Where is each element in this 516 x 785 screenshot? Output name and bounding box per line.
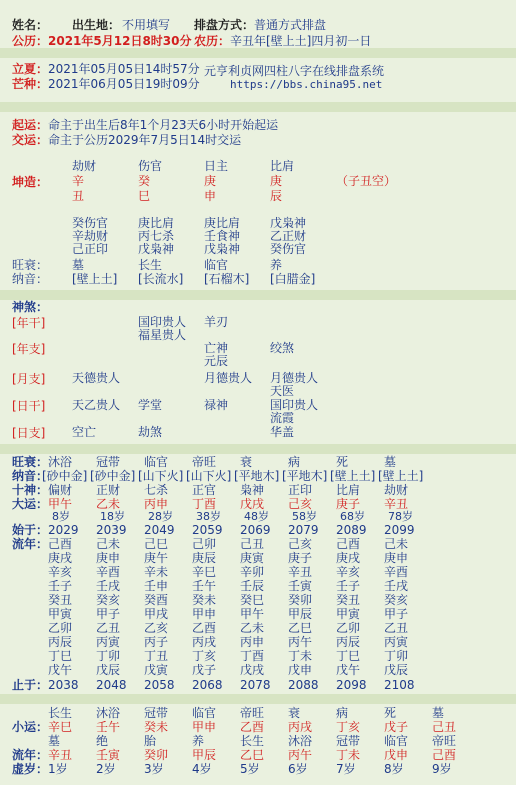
dayun-wangshuai: 冠带 bbox=[96, 455, 121, 469]
xiaoyun-wangshuai: 冠带 bbox=[144, 706, 169, 720]
xiaoyun-wangshuai2: 绝 bbox=[96, 734, 109, 748]
xiaoyun-liunian: 壬寅 bbox=[96, 748, 121, 762]
liunian-cell: 丙寅 bbox=[384, 635, 409, 649]
liunian-cell: 庚午 bbox=[144, 551, 169, 565]
liunian-cell: 癸酉 bbox=[144, 593, 169, 607]
pillar-canggan: 戊枭神 bbox=[204, 242, 241, 256]
qiyun-text: 命主于出生后8年1个月23天6小时开始起运 bbox=[48, 118, 279, 132]
liunian-cell: 丙戌 bbox=[192, 635, 217, 649]
xiaoyun-ganzhi: 丙戌 bbox=[288, 720, 313, 734]
dayun-start-year: 2059 bbox=[192, 523, 223, 537]
pillar-shishen: 劫财 bbox=[72, 159, 97, 173]
liunian-cell: 庚戌 bbox=[336, 551, 361, 565]
pillar-gan: 辛 bbox=[72, 174, 85, 188]
shensha-item: 禄神 bbox=[204, 398, 229, 412]
xusui: 3岁 bbox=[144, 762, 164, 776]
liunian-cell: 壬戌 bbox=[384, 579, 409, 593]
dayun-shishen: 正官 bbox=[192, 483, 217, 497]
pillar-wangshuai: 临官 bbox=[204, 258, 229, 272]
xiaoyun-liunian: 己酉 bbox=[432, 748, 457, 762]
liunian-cell: 辛酉 bbox=[384, 565, 409, 579]
dayun-nayin: [壁上土] bbox=[378, 469, 424, 483]
liunian-cell: 壬寅 bbox=[288, 579, 313, 593]
pillar-canggan: 己正印 bbox=[72, 242, 109, 256]
section-band bbox=[0, 102, 516, 112]
liunian-cell: 癸巳 bbox=[240, 593, 265, 607]
dayun-shishen: 枭神 bbox=[240, 483, 265, 497]
dayun-start-year: 2069 bbox=[240, 523, 271, 537]
dayun-start-year: 2029 bbox=[48, 523, 79, 537]
name-label: 姓名： bbox=[12, 18, 49, 32]
dayun-end-year: 2098 bbox=[336, 678, 367, 692]
shensha-item: 天德贵人 bbox=[72, 371, 121, 385]
xiaoyun-wangshuai: 沐浴 bbox=[96, 706, 121, 720]
liunian-cell: 戊辰 bbox=[96, 663, 121, 677]
pillar-canggan: 癸伤官 bbox=[72, 216, 109, 230]
dayun-ganzhi: 乙未 bbox=[96, 497, 121, 511]
liunian-cell: 辛卯 bbox=[240, 565, 265, 579]
liunian-cell: 丁丑 bbox=[144, 649, 169, 663]
xiaoyun-ganzhi: 己丑 bbox=[432, 720, 457, 734]
layout-value: 普通方式排盘 bbox=[254, 18, 327, 32]
pillar-shishen: 伤官 bbox=[138, 159, 163, 173]
pillar-wangshuai: 养 bbox=[270, 258, 283, 272]
liunian-cell: 己酉 bbox=[48, 537, 73, 551]
dayun-ganzhi: 庚子 bbox=[336, 497, 361, 511]
xiaoyun-liunian: 丙午 bbox=[288, 748, 313, 762]
liunian-cell: 己酉 bbox=[336, 537, 361, 551]
liunian-cell: 辛亥 bbox=[48, 565, 73, 579]
dayun-shishen-label: 十神： bbox=[12, 483, 49, 497]
dayun-end-year: 2088 bbox=[288, 678, 319, 692]
pillar-canggan: 辛劫财 bbox=[72, 229, 109, 243]
xiaoyun-liunian: 甲辰 bbox=[192, 748, 217, 762]
dayun-start-label: 始于： bbox=[12, 523, 49, 537]
dayun-nayin-label: 纳音： bbox=[12, 469, 49, 483]
liunian-cell: 丁卯 bbox=[384, 649, 409, 663]
mangzhong-value: 2021年06月05日19时09分 bbox=[48, 77, 200, 91]
dayun-shishen: 正印 bbox=[288, 483, 313, 497]
liunian-cell: 壬辰 bbox=[240, 579, 265, 593]
xusui-label: 虚岁： bbox=[12, 762, 49, 776]
shensha-item: 绞煞 bbox=[270, 341, 295, 355]
xiaoyun-liunian: 辛丑 bbox=[48, 748, 73, 762]
liunian-cell: 己未 bbox=[384, 537, 409, 551]
xusui: 6岁 bbox=[288, 762, 308, 776]
xiaoyun-wangshuai2: 墓 bbox=[48, 734, 61, 748]
xiaoyun-wangshuai2: 冠带 bbox=[336, 734, 361, 748]
shensha-row-label: [日支] bbox=[12, 426, 46, 440]
liunian-cell: 乙丑 bbox=[96, 621, 121, 635]
dayun-nayin: [砂中金] bbox=[42, 469, 88, 483]
pillar-canggan: 丙七杀 bbox=[138, 229, 175, 243]
shensha-item: 亡神 元辰 bbox=[204, 341, 229, 368]
section-band bbox=[0, 694, 516, 704]
liunian-cell: 癸卯 bbox=[288, 593, 313, 607]
xiaoyun-wangshuai2: 胎 bbox=[144, 734, 157, 748]
liunian-cell: 丙子 bbox=[144, 635, 169, 649]
xiaoyun-liunian: 乙巳 bbox=[240, 748, 265, 762]
dayun-nayin: [平地木] bbox=[282, 469, 328, 483]
liunian-cell: 甲戌 bbox=[144, 607, 169, 621]
xiaoyun-ganzhi: 丁亥 bbox=[336, 720, 361, 734]
xiaoyun-wangshuai2: 长生 bbox=[240, 734, 265, 748]
liunian-cell: 甲子 bbox=[96, 607, 121, 621]
solar-label: 公历： bbox=[12, 34, 49, 48]
liunian-cell: 癸未 bbox=[192, 593, 217, 607]
jiaoyun-text: 命主于公历2029年7月5日14时交运 bbox=[48, 133, 242, 147]
xiaoyun-wangshuai: 死 bbox=[384, 706, 397, 720]
liunian-cell: 甲申 bbox=[192, 607, 217, 621]
liunian-cell: 庚戌 bbox=[48, 551, 73, 565]
dayun-ganzhi: 甲午 bbox=[48, 497, 73, 511]
mangzhong-label: 芒种： bbox=[12, 77, 49, 91]
pillar-nayin: [长流水] bbox=[138, 272, 184, 286]
liunian-cell: 庚寅 bbox=[240, 551, 265, 565]
liunian-cell: 癸丑 bbox=[48, 593, 73, 607]
xiaoyun-wangshuai2: 沐浴 bbox=[288, 734, 313, 748]
wangshuai-label: 旺衰： bbox=[12, 258, 49, 272]
dayun-nayin: [平地木] bbox=[234, 469, 280, 483]
xiaoyun-wangshuai2: 帝旺 bbox=[432, 734, 457, 748]
jiaoyun-label: 交运： bbox=[12, 133, 49, 147]
dayun-nayin: [山下火] bbox=[138, 469, 184, 483]
liunian-cell: 丁亥 bbox=[192, 649, 217, 663]
solar-value: 2021年5月12日8时30分 bbox=[48, 34, 192, 48]
shensha-row-label: [年支] bbox=[12, 342, 46, 356]
liunian-cell: 乙卯 bbox=[48, 621, 73, 635]
xiaoyun-ganzhi: 戊子 bbox=[384, 720, 409, 734]
dayun-ganzhi: 己亥 bbox=[288, 497, 313, 511]
xiaoyun-ganzhi: 乙酉 bbox=[240, 720, 265, 734]
dayun-start-year: 2089 bbox=[336, 523, 367, 537]
dayun-wangshuai: 病 bbox=[288, 455, 301, 469]
dayun-wangshuai: 衰 bbox=[240, 455, 253, 469]
shensha-item: 天乙贵人 bbox=[72, 398, 121, 412]
liunian-cell: 甲寅 bbox=[336, 607, 361, 621]
dayun-end-year: 2038 bbox=[48, 678, 79, 692]
pillar-gan: 癸 bbox=[138, 174, 151, 188]
xiaoyun-ganzhi: 壬午 bbox=[96, 720, 121, 734]
xusui: 4岁 bbox=[192, 762, 212, 776]
liunian-cell: 壬午 bbox=[192, 579, 217, 593]
section-band bbox=[0, 444, 516, 454]
dayun-start-year: 2099 bbox=[384, 523, 415, 537]
xiaoyun-ganzhi: 辛巳 bbox=[48, 720, 73, 734]
dayun-start-year: 2039 bbox=[96, 523, 127, 537]
liunian-cell: 丙辰 bbox=[48, 635, 73, 649]
liunian-cell: 乙巳 bbox=[288, 621, 313, 635]
liunian-cell: 丁巳 bbox=[336, 649, 361, 663]
dayun-nayin: [砂中金] bbox=[90, 469, 136, 483]
dayun-age: 18岁 bbox=[100, 510, 125, 523]
pillars-label: 坤造： bbox=[12, 175, 49, 189]
nayin-label: 纳音： bbox=[12, 272, 49, 286]
dayun-wangshuai-label: 旺衰： bbox=[12, 455, 49, 469]
pillar-nayin: [白腊金] bbox=[270, 272, 316, 286]
liunian-cell: 癸丑 bbox=[336, 593, 361, 607]
dayun-age: 78岁 bbox=[388, 510, 413, 523]
xiaoyun-liunian-label: 流年： bbox=[12, 748, 49, 762]
shensha-row-label: [年干] bbox=[12, 316, 46, 330]
site-url-link[interactable]: https://bbs.china95.net bbox=[230, 78, 383, 91]
pillar-canggan: 癸伤官 bbox=[270, 242, 307, 256]
dayun-end-year: 2108 bbox=[384, 678, 415, 692]
liunian-cell: 戊戌 bbox=[240, 663, 265, 677]
shensha-item: 华盖 bbox=[270, 425, 295, 439]
liunian-cell: 庚辰 bbox=[192, 551, 217, 565]
liunian-cell: 丁卯 bbox=[96, 649, 121, 663]
xiaoyun-ganzhi: 癸未 bbox=[144, 720, 169, 734]
lunar-value: 辛丑年[壁上土]四月初一日 bbox=[230, 34, 372, 48]
pillar-canggan: 壬食神 bbox=[204, 229, 241, 243]
xusui: 9岁 bbox=[432, 762, 452, 776]
dayun-start-year: 2049 bbox=[144, 523, 175, 537]
liunian-cell: 丁巳 bbox=[48, 649, 73, 663]
shensha-item: 国印贵人 流霞 bbox=[270, 398, 319, 425]
pillar-canggan: 戊枭神 bbox=[270, 216, 307, 230]
pillar-canggan: 庚比肩 bbox=[204, 216, 241, 230]
pillar-zhi: 丑 bbox=[72, 189, 85, 203]
liunian-cell: 己卯 bbox=[192, 537, 217, 551]
xiaoyun-wangshuai2: 临官 bbox=[384, 734, 409, 748]
dayun-start-year: 2079 bbox=[288, 523, 319, 537]
pillar-canggan: 戊枭神 bbox=[138, 242, 175, 256]
liunian-cell: 甲寅 bbox=[48, 607, 73, 621]
layout-label: 排盘方式： bbox=[194, 18, 255, 32]
xiaoyun-ganzhi: 甲申 bbox=[192, 720, 217, 734]
dayun-nayin: [壁上土] bbox=[330, 469, 376, 483]
liunian-cell: 丙寅 bbox=[96, 635, 121, 649]
dayun-shishen: 正财 bbox=[96, 483, 121, 497]
lunar-label: 农历： bbox=[194, 34, 231, 48]
shensha-row-label: [日干] bbox=[12, 399, 46, 413]
pillar-canggan: 乙正财 bbox=[270, 229, 307, 243]
shensha-item: 学堂 bbox=[138, 398, 163, 412]
liunian-cell: 丁未 bbox=[288, 649, 313, 663]
xiaoyun-wangshuai: 衰 bbox=[288, 706, 301, 720]
shensha-item: 月德贵人 天医 bbox=[270, 371, 319, 398]
liunian-cell: 壬戌 bbox=[96, 579, 121, 593]
dayun-wangshuai: 沐浴 bbox=[48, 455, 73, 469]
dayun-wangshuai: 帝旺 bbox=[192, 455, 217, 469]
liunian-cell: 戊申 bbox=[288, 663, 313, 677]
xiaoyun-wangshuai2: 养 bbox=[192, 734, 205, 748]
xusui: 2岁 bbox=[96, 762, 116, 776]
liunian-cell: 庚子 bbox=[288, 551, 313, 565]
liunian-cell: 戊辰 bbox=[384, 663, 409, 677]
liunian-cell: 丙辰 bbox=[336, 635, 361, 649]
dayun-wangshuai: 死 bbox=[336, 455, 349, 469]
dayun-ganzhi: 丁酉 bbox=[192, 497, 217, 511]
liunian-cell: 戊午 bbox=[336, 663, 361, 677]
liunian-cell: 乙丑 bbox=[384, 621, 409, 635]
pillar-nayin: [石榴木] bbox=[204, 272, 250, 286]
liunian-label: 流年： bbox=[12, 537, 49, 551]
liunian-cell: 戊子 bbox=[192, 663, 217, 677]
xiaoyun-wangshuai: 长生 bbox=[48, 706, 73, 720]
kongwang: （子丑空） bbox=[336, 174, 397, 188]
liunian-cell: 甲辰 bbox=[288, 607, 313, 621]
lixia-value: 2021年05月05日14时57分 bbox=[48, 62, 200, 76]
liunian-cell: 癸亥 bbox=[96, 593, 121, 607]
birthplace-label: 出生地： bbox=[72, 18, 121, 32]
dayun-shishen: 七杀 bbox=[144, 483, 169, 497]
xiaoyun-wangshuai: 帝旺 bbox=[240, 706, 265, 720]
xiaoyun-wangshuai: 墓 bbox=[432, 706, 445, 720]
dayun-end-label: 止于： bbox=[12, 678, 49, 692]
shensha-item: 月德贵人 bbox=[204, 371, 253, 385]
liunian-cell: 庚申 bbox=[96, 551, 121, 565]
pillar-gan: 庚 bbox=[204, 174, 217, 188]
dayun-age: 68岁 bbox=[340, 510, 365, 523]
xiaoyun-wangshuai: 临官 bbox=[192, 706, 217, 720]
xiaoyun-label: 小运： bbox=[12, 720, 49, 734]
dayun-end-year: 2068 bbox=[192, 678, 223, 692]
xusui: 5岁 bbox=[240, 762, 260, 776]
dayun-shishen: 劫财 bbox=[384, 483, 409, 497]
pillar-shishen: 日主 bbox=[204, 159, 229, 173]
dayun-end-year: 2048 bbox=[96, 678, 127, 692]
dayun-age: 38岁 bbox=[196, 510, 221, 523]
dayun-age: 28岁 bbox=[148, 510, 173, 523]
xiaoyun-liunian: 戊申 bbox=[384, 748, 409, 762]
shensha-item: 空亡 bbox=[72, 425, 97, 439]
xusui: 1岁 bbox=[48, 762, 68, 776]
pillar-gan: 庚 bbox=[270, 174, 283, 188]
liunian-cell: 己巳 bbox=[144, 537, 169, 551]
shensha-row-label: [月支] bbox=[12, 372, 46, 386]
liunian-cell: 甲子 bbox=[384, 607, 409, 621]
pillar-canggan: 庚比肩 bbox=[138, 216, 175, 230]
liunian-cell: 庚申 bbox=[384, 551, 409, 565]
pillar-zhi: 辰 bbox=[270, 189, 283, 203]
liunian-cell: 戊寅 bbox=[144, 663, 169, 677]
pillar-zhi: 申 bbox=[204, 189, 217, 203]
liunian-cell: 己丑 bbox=[240, 537, 265, 551]
dayun-end-year: 2078 bbox=[240, 678, 271, 692]
liunian-cell: 乙亥 bbox=[144, 621, 169, 635]
qiyun-label: 起运： bbox=[12, 118, 49, 132]
liunian-cell: 乙酉 bbox=[192, 621, 217, 635]
liunian-cell: 戊午 bbox=[48, 663, 73, 677]
pillar-nayin: [壁上土] bbox=[72, 272, 118, 286]
xiaoyun-liunian: 丁未 bbox=[336, 748, 361, 762]
dayun-age: 8岁 bbox=[52, 510, 70, 523]
liunian-cell: 辛丑 bbox=[288, 565, 313, 579]
liunian-cell: 辛巳 bbox=[192, 565, 217, 579]
dayun-label: 大运： bbox=[12, 497, 49, 511]
dayun-nayin: [山下火] bbox=[186, 469, 232, 483]
liunian-cell: 辛未 bbox=[144, 565, 169, 579]
dayun-ganzhi: 丙申 bbox=[144, 497, 169, 511]
site-name: 元亨利贞网四柱八字在线排盘系统 bbox=[204, 64, 385, 78]
liunian-cell: 辛亥 bbox=[336, 565, 361, 579]
xiaoyun-wangshuai: 病 bbox=[336, 706, 349, 720]
section-band bbox=[0, 290, 516, 300]
lixia-label: 立夏： bbox=[12, 62, 49, 76]
liunian-cell: 壬子 bbox=[48, 579, 73, 593]
liunian-cell: 丙午 bbox=[288, 635, 313, 649]
shensha-item: 羊刃 bbox=[204, 315, 229, 329]
liunian-cell: 癸亥 bbox=[384, 593, 409, 607]
dayun-age: 48岁 bbox=[244, 510, 269, 523]
liunian-cell: 丙申 bbox=[240, 635, 265, 649]
dayun-end-year: 2058 bbox=[144, 678, 175, 692]
liunian-cell: 丁酉 bbox=[240, 649, 265, 663]
liunian-cell: 乙未 bbox=[240, 621, 265, 635]
liunian-cell: 甲午 bbox=[240, 607, 265, 621]
dayun-wangshuai: 墓 bbox=[384, 455, 397, 469]
liunian-cell: 壬申 bbox=[144, 579, 169, 593]
dayun-age: 58岁 bbox=[292, 510, 317, 523]
liunian-cell: 壬子 bbox=[336, 579, 361, 593]
dayun-shishen: 偏财 bbox=[48, 483, 73, 497]
pillar-shishen: 比肩 bbox=[270, 159, 295, 173]
shensha-label: 神煞： bbox=[12, 300, 49, 314]
liunian-cell: 己亥 bbox=[288, 537, 313, 551]
xusui: 8岁 bbox=[384, 762, 404, 776]
pillar-wangshuai: 长生 bbox=[138, 258, 163, 272]
xusui: 7岁 bbox=[336, 762, 356, 776]
xiaoyun-liunian: 癸卯 bbox=[144, 748, 169, 762]
dayun-ganzhi: 辛丑 bbox=[384, 497, 409, 511]
dayun-ganzhi: 戊戌 bbox=[240, 497, 265, 511]
liunian-cell: 己未 bbox=[96, 537, 121, 551]
liunian-cell: 辛酉 bbox=[96, 565, 121, 579]
section-band bbox=[0, 48, 516, 58]
shensha-item: 劫煞 bbox=[138, 425, 163, 439]
dayun-wangshuai: 临官 bbox=[144, 455, 169, 469]
liunian-cell: 乙卯 bbox=[336, 621, 361, 635]
shensha-item: 国印贵人 福星贵人 bbox=[138, 315, 187, 342]
pillar-zhi: 巳 bbox=[138, 189, 151, 203]
pillar-wangshuai: 墓 bbox=[72, 258, 85, 272]
birthplace-value: 不用填写 bbox=[122, 18, 171, 32]
dayun-shishen: 比肩 bbox=[336, 483, 361, 497]
